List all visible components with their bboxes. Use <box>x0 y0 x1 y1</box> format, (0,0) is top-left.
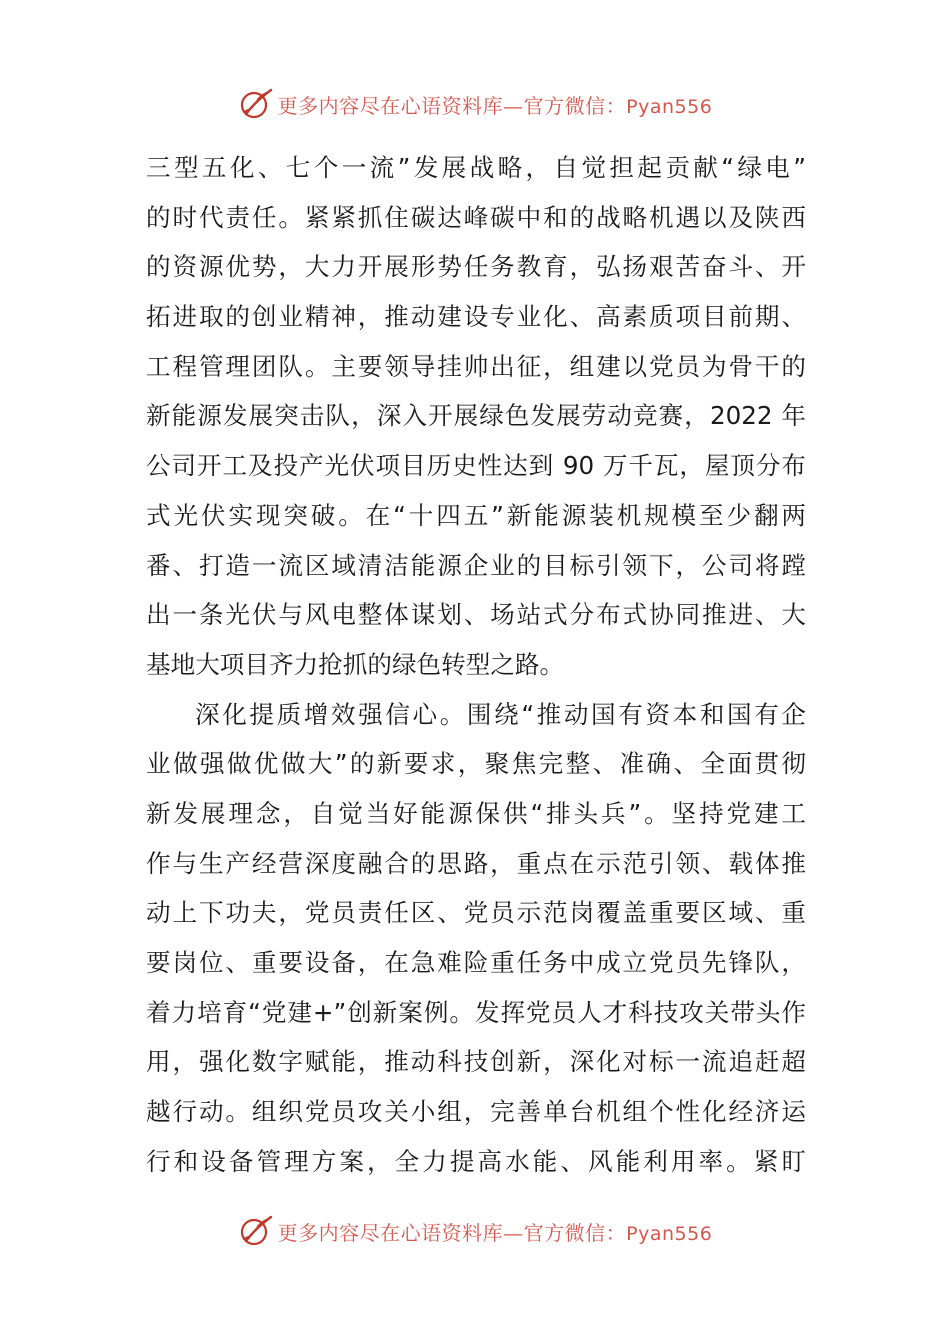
header-watermark-banner <box>0 84 950 124</box>
text-line: 基地大项目齐力抢抓的绿色转型之路。 <box>146 649 565 679</box>
text-line: 新能源发展突击队，深入开展绿色发展劳动竞赛，2022 年 <box>146 401 806 431</box>
text-line: 工程管理团队。主要领导挂帅出征，组建以党员为骨干的 <box>146 351 806 381</box>
document-body <box>146 143 806 1186</box>
text-line: 越行动。组织党员攻关小组，完善单台机组个性化经济运 <box>146 1097 806 1127</box>
text-line: 新发展理念，自觉当好能源保供“排头兵”。坚持党建工 <box>146 798 806 828</box>
text-line: 着力培育“党建+”创新案例。发挥党员人才科技攻关带头作 <box>146 997 806 1027</box>
header-watermark-text <box>278 90 713 119</box>
header-wechat-id: Pyan556 <box>626 95 713 118</box>
quill-logo-icon <box>238 86 274 122</box>
paragraph-start-line: 深化提质增效强信心。围绕“推动国有资本和国有企 <box>195 699 806 729</box>
text-line: 的时代责任。紧紧抓住碳达峰碳中和的战略机遇以及陕西 <box>146 202 806 232</box>
footer-watermark-banner <box>0 1211 950 1251</box>
text-line: 出一条光伏与风电整体谋划、场站式分布式协同推进、大 <box>146 600 806 630</box>
text-line: 的资源优势，大力开展形势任务教育，弘扬艰苦奋斗、开 <box>146 252 806 282</box>
text-line: 用，强化数字赋能，推动科技创新，深化对标一流追赶超 <box>146 1047 806 1077</box>
text-line: 拓进取的创业精神，推动建设专业化、高素质项目前期、 <box>146 302 806 332</box>
text-line: 公司开工及投产光伏项目历史性达到 90 万千瓦，屋顶分布 <box>146 451 806 481</box>
footer-watermark-text <box>278 1217 713 1246</box>
text-line: 要岗位、重要设备，在急难险重任务中成立党员先锋队， <box>146 948 806 977</box>
text-line: 行和设备管理方案，全力提高水能、风能利用率。紧盯 <box>146 1146 806 1176</box>
header-banner-label: 更多内容尽在心语资料库—官方微信： <box>277 93 627 118</box>
text-line: 三型五化、七个一流”发展战略，自觉担起贡献“绿电” <box>146 153 806 182</box>
text-line: 式光伏实现突破。在“十四五”新能源装机规模至少翻两 <box>146 500 806 530</box>
text-line: 番、打造一流区域清洁能源企业的目标引领下，公司将蹚 <box>146 550 806 580</box>
footer-wechat-id: Pyan556 <box>626 1222 713 1245</box>
quill-logo-icon <box>238 1213 274 1249</box>
footer-banner-label: 更多内容尽在心语资料库—官方微信： <box>277 1220 627 1245</box>
text-line: 动上下功夫，党员责任区、党员示范岗覆盖重要区域、重 <box>146 898 806 928</box>
text-line: 作与生产经营深度融合的思路，重点在示范引领、载体推 <box>146 848 806 878</box>
text-line: 业做强做优做大”的新要求，聚焦完整、准确、全面贯彻 <box>146 749 806 779</box>
